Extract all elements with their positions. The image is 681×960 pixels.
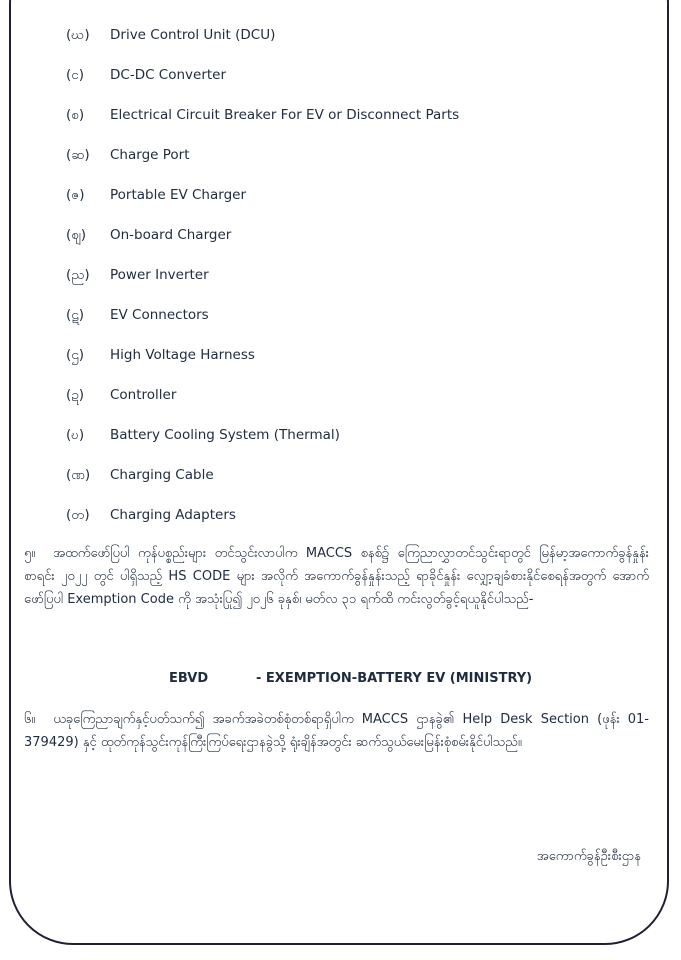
list-marker: (ဌ) [66, 347, 85, 363]
list-marker: (ဆ) [66, 147, 90, 163]
list-label: Charging Cable [110, 467, 214, 483]
list-item [0, 263, 681, 287]
list-label: Controller [110, 387, 177, 403]
list-marker: (ဃ) [66, 27, 90, 43]
exemption-code: EBVD [169, 671, 209, 686]
list-item [0, 183, 681, 207]
list-marker: (ည) [66, 267, 90, 283]
list-item [0, 103, 681, 127]
list-label: Charging Adapters [110, 507, 236, 523]
list-label: Drive Control Unit (DCU) [110, 27, 276, 43]
list-item [0, 303, 681, 327]
list-item [0, 463, 681, 487]
exemption-description: - EXEMPTION-BATTERY EV (MINISTRY) [256, 671, 533, 686]
paragraph-number: ၆။ [24, 712, 36, 727]
list-marker: (စ) [66, 107, 85, 123]
list-item [0, 143, 681, 167]
list-label: Portable EV Charger [110, 187, 247, 203]
paragraph-text: အထက်ဖော်ပြပါ ကုန်ပစ္စည်းများ တင်သွင်းလာပါက MACCS စနစ်၌ ကြေညာလွှာတင်သွင်းရာတွင် မြန်မာ့အကောက်ခွန်နှုန်းစာရင်း ၂၀၂၂ တွင် ပါရှိသည့် HS CODE များ အလိုက် အကောက်ခွန်နှုန်းသည့် ရာခိုင်နှုန်း လျှော့ချခံစားနိုင်စေရန်အတွက် အောက်ဖော်ပြပါ Exemption Code ကို အသုံးပြု၍ ၂၀၂၆ ခုနှစ်၊ မတ်လ ၃၁ ရက်ထိ ကင်းလွတ်ခွင့်ရယူနိုင်ပါသည်- [24, 546, 649, 607]
list-label: Battery Cooling System (Thermal) [110, 427, 340, 443]
list-marker: (ဍ) [66, 387, 85, 403]
list-marker: (ဈ) [66, 227, 87, 243]
list-item [0, 383, 681, 407]
list-marker: (ဎ) [66, 427, 85, 443]
department-signature: အကောက်ခွန်ဦးစီးဌာန [536, 849, 641, 864]
list-label: Electrical Circuit Breaker For EV or Disconnect Parts [110, 107, 460, 123]
list-item [0, 63, 681, 87]
list-label: On-board Charger [110, 227, 232, 243]
list-item [0, 503, 681, 527]
list-label: EV Connectors [110, 307, 209, 323]
list-item [0, 23, 681, 47]
list-item [0, 423, 681, 447]
list-marker: (ဏ) [66, 467, 91, 483]
list-label: High Voltage Harness [110, 347, 255, 363]
list-label: DC-DC Converter [110, 67, 227, 83]
paragraph-number: ၅။ [24, 546, 36, 561]
list-label: Power Inverter [110, 267, 209, 283]
paragraph-text: ယခုကြေညာချက်နှင့်ပတ်သက်၍ အခက်အခဲတစ်စုံတစ်ရာရှိပါက MACCS ဌာနခွဲ၏ Help Desk Section (ဖုန်း 01-379429) နှင့် ထုတ်ကုန်သွင်းကုန်ကြီးကြပ်ရေးဌာနခွဲသို့ ရုံးချိန်အတွင်း ဆက်သွယ်မေးမြန်းစုံစမ်းနိုင်ပါသည်။ [24, 712, 649, 750]
list-marker: (တ) [66, 507, 90, 523]
list-label: Charge Port [110, 147, 190, 163]
list-item [0, 343, 681, 367]
list-marker: (င) [66, 67, 85, 83]
list-item [0, 223, 681, 247]
exemption-line [0, 668, 681, 690]
paragraph-6 [24, 708, 649, 754]
list-marker: (ဇ) [66, 187, 85, 203]
paragraph-5 [24, 542, 649, 611]
list-marker: (ဋ) [66, 307, 85, 323]
